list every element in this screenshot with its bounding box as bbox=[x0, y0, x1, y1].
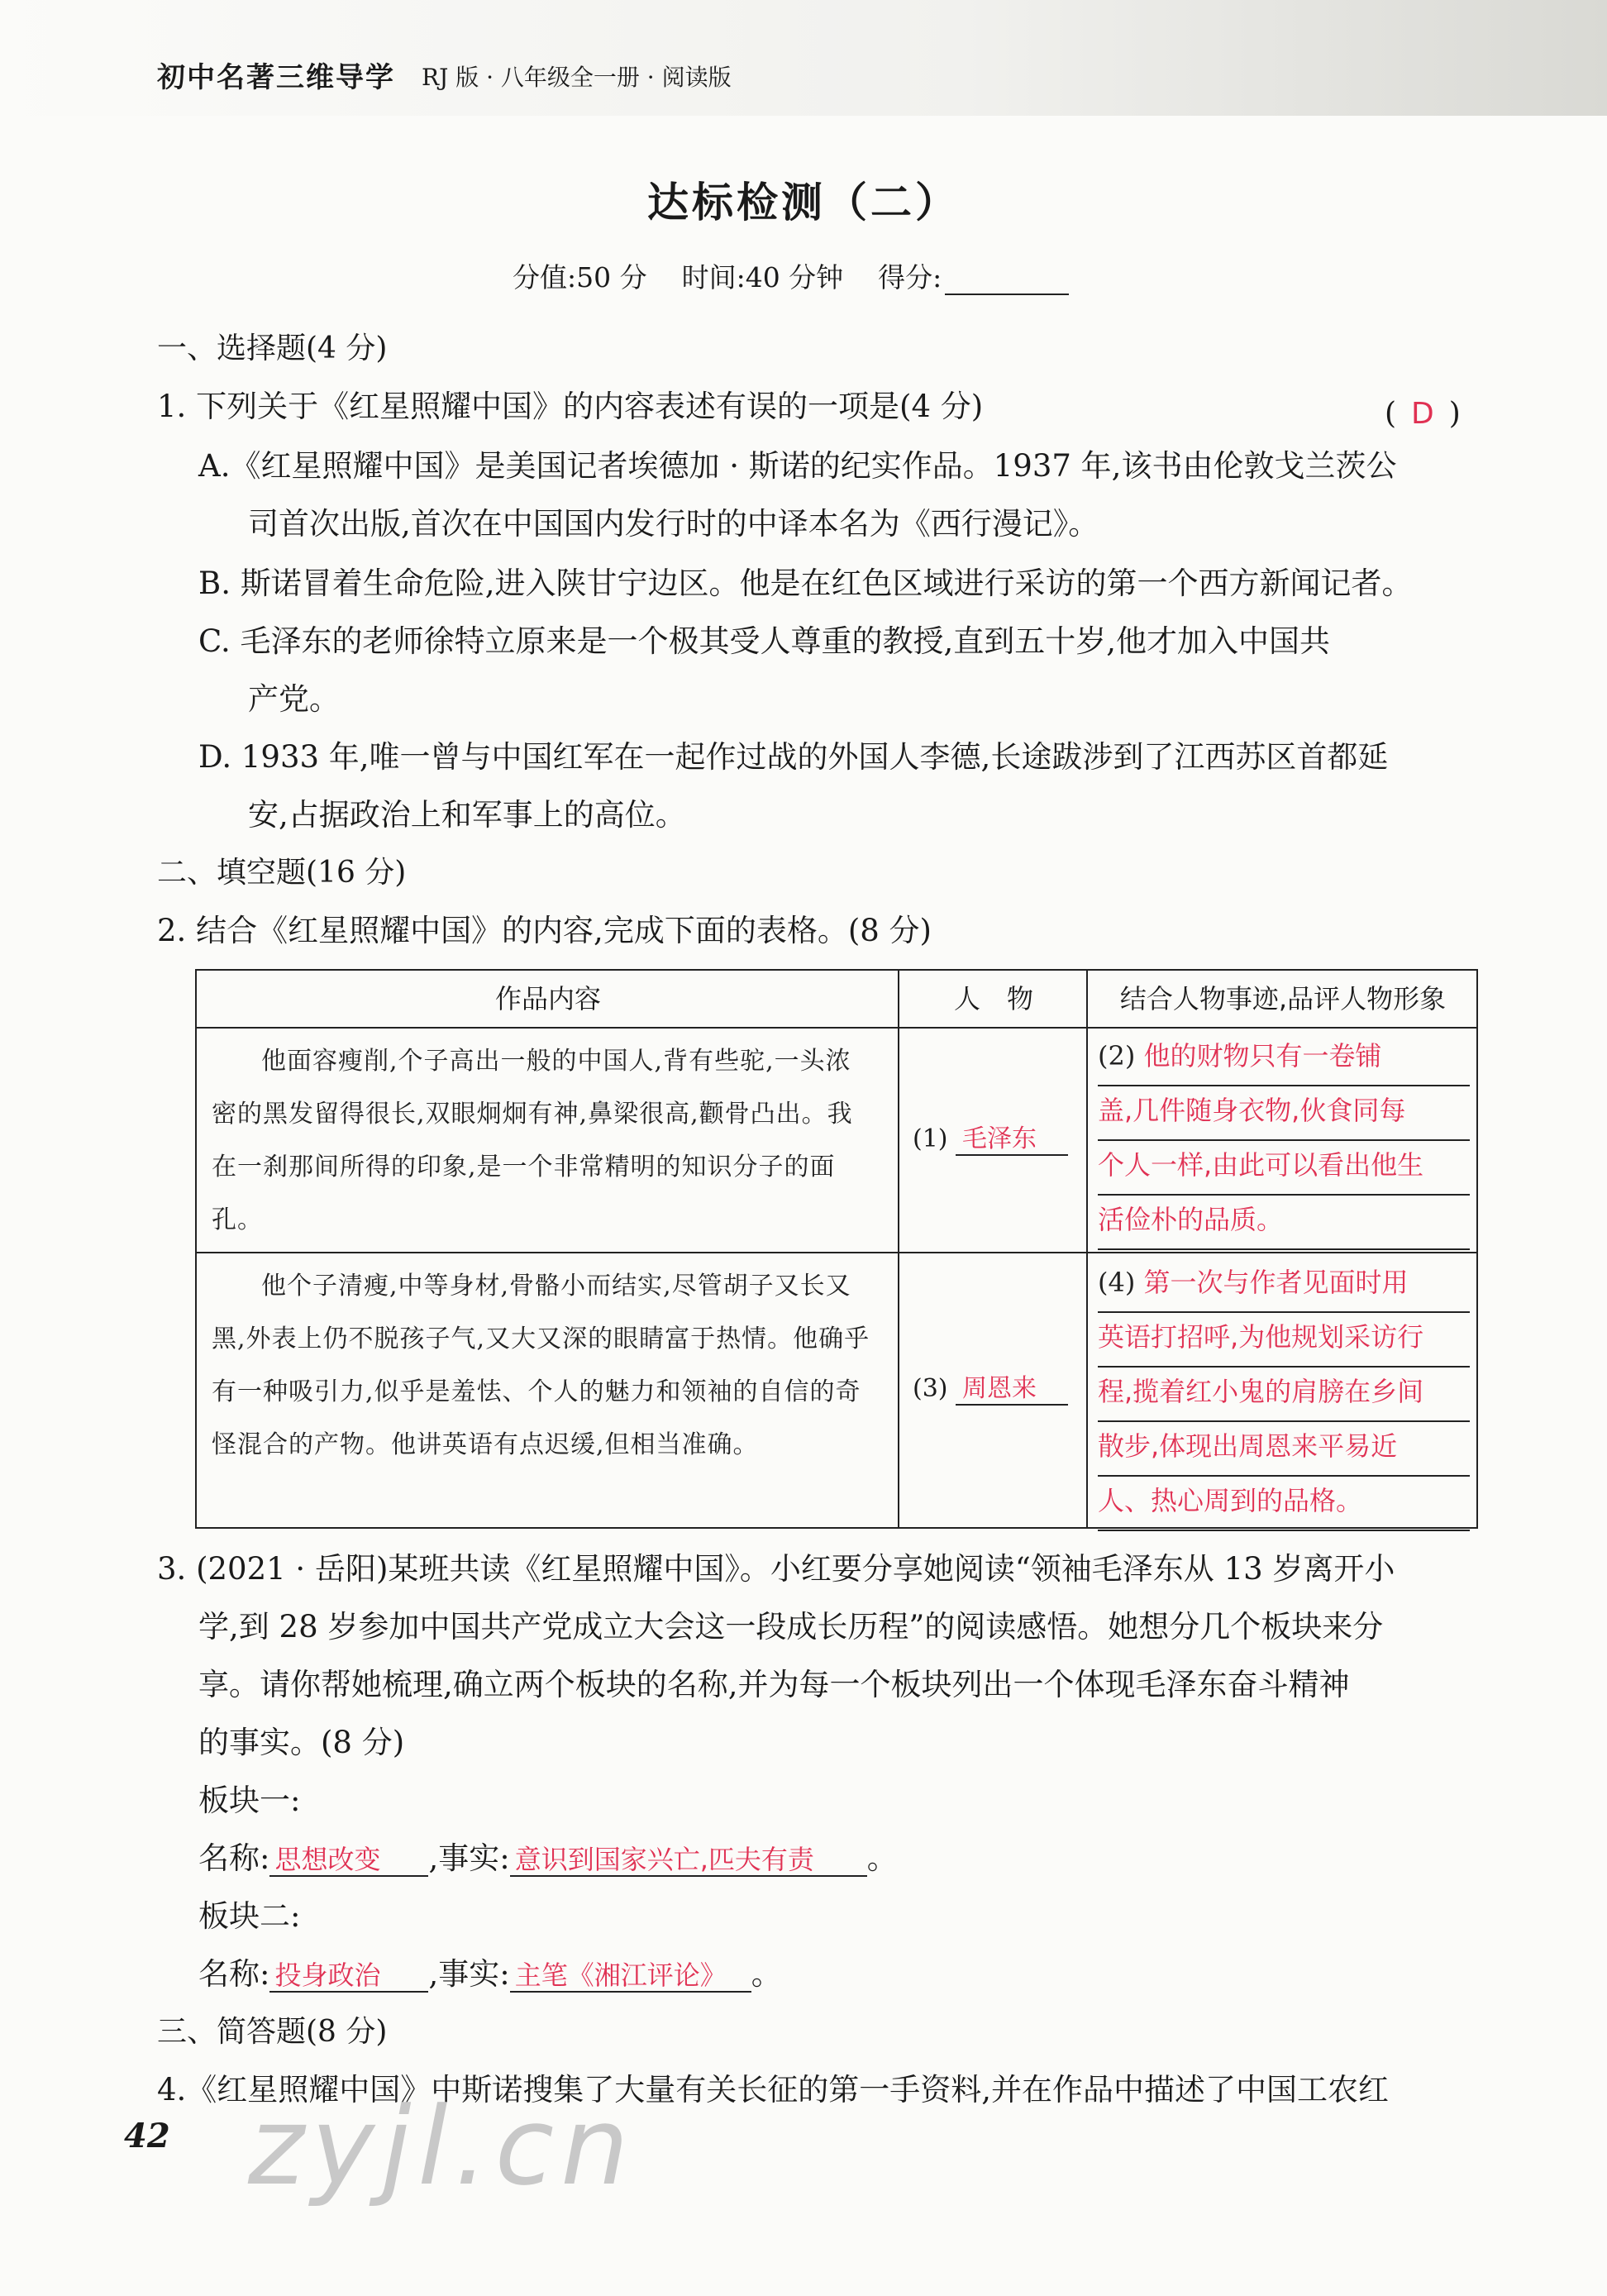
q1-answer bbox=[1385, 397, 1461, 431]
row1-person-num: (1) bbox=[913, 1124, 948, 1153]
q1-option-d-line1: D. 1933 年,唯一曾与中国红军在一起作过战的外国人李德,长途跋涉到了江西苏区首都延 bbox=[198, 739, 1389, 775]
q3-block2-answer bbox=[198, 1956, 782, 1993]
header-content: 作品内容 bbox=[494, 983, 601, 1014]
q1-paren-close: ) bbox=[1448, 397, 1461, 431]
row2-eval-line: 人、热心周到的品格。 bbox=[1098, 1477, 1470, 1531]
q3-name-label: 名称: bbox=[198, 1840, 270, 1876]
row2-eval-line bbox=[1098, 1258, 1470, 1313]
q3-block2-label: 板块二: bbox=[198, 1898, 301, 1934]
col-divider-1 bbox=[898, 971, 899, 1527]
q1-stem: 1. 下列关于《红星照耀中国》的内容表述有误的一项是(4 分) bbox=[157, 389, 984, 424]
row2-eval-text-1: 第一次与作者见面时用 bbox=[1143, 1267, 1409, 1298]
header-evaluation: 结合人物事迹,品评人物形象 bbox=[1119, 983, 1447, 1014]
q3-name-label: 名称: bbox=[198, 1956, 270, 1992]
col-divider-2 bbox=[1086, 971, 1088, 1527]
row2-eval-num: (4) bbox=[1098, 1267, 1136, 1298]
row1-evaluation bbox=[1098, 1032, 1470, 1250]
row2-person bbox=[913, 1368, 1068, 1406]
q3-line3: 享。请你帮她梳理,确立两个板块的名称,并为每一个板块列出一个体现毛泽东奋斗精神 bbox=[198, 1667, 1350, 1702]
page-header bbox=[0, 0, 1607, 116]
character-table bbox=[195, 969, 1478, 1529]
page-title: 达标检测（二） bbox=[647, 178, 960, 227]
q3-block2-name: 投身政治 bbox=[269, 1959, 428, 1993]
row-divider bbox=[197, 1252, 1476, 1253]
score-info bbox=[513, 256, 1069, 295]
q4-stem: 4.《红星照耀中国》中斯诺搜集了大量有关长征的第一手资料,并在作品中描述了中国工农红 bbox=[157, 2072, 1390, 2107]
q3-line4: 的事实。(8 分) bbox=[198, 1725, 405, 1760]
q1-option-b: B. 斯诺冒着生命危险,进入陕甘宁边区。他是在红色区域进行采访的第一个西方新闻记者。 bbox=[198, 566, 1413, 601]
row1-eval-line: 盖,几件随身衣物,伙食同每 bbox=[1098, 1086, 1470, 1141]
row2-evaluation bbox=[1098, 1258, 1470, 1531]
score-blank bbox=[945, 269, 1069, 295]
q3-block1-label: 板块一: bbox=[198, 1783, 301, 1818]
score-value: 分值:50 分 bbox=[513, 261, 647, 294]
book-title: 初中名著三维导学 bbox=[157, 61, 395, 94]
q3-fact-label: ,事实: bbox=[428, 1840, 510, 1876]
q3-fact-label: ,事实: bbox=[428, 1956, 510, 1992]
row2-content: 他个子清瘦,中等身材,骨骼小而结实,尽管胡子又长又黑,外表上仍不脱孩子气,又大又深的眼睛富于热情。他确乎有一种吸引力,似乎是羞怯、个人的魅力和领袖的自信的奇怪混合的产物。他讲英语有点迟缓,但相当准确。 bbox=[212, 1272, 870, 1459]
page-number: 42 bbox=[124, 2117, 170, 2155]
time-value: 时间:40 分钟 bbox=[681, 261, 844, 294]
row1-person-answer: 毛泽东 bbox=[956, 1118, 1068, 1156]
q3-period: 。 bbox=[751, 1956, 782, 1992]
q3-block1-answer bbox=[198, 1840, 898, 1877]
q1-paren-open: ( bbox=[1385, 397, 1397, 431]
q1-option-c-line1: C. 毛泽东的老师徐特立原来是一个极其受人尊重的教授,直到五十岁,他才加入中国共 bbox=[198, 623, 1331, 659]
row2-person-num: (3) bbox=[913, 1374, 948, 1403]
q3-block1-fact: 意识到国家兴亡,匹夫有责 bbox=[510, 1844, 867, 1877]
q1-option-a-line1: A.《红星照耀中国》是美国记者埃德加 · 斯诺的纪实作品。1937 年,该书由伦敦戈兰茨公 bbox=[198, 448, 1397, 484]
q1-option-c-line2: 产党。 bbox=[248, 681, 340, 717]
q1-option-a-line2: 司首次出版,首次在中国国内发行时的中译本名为《西行漫记》。 bbox=[248, 506, 1099, 542]
row2-eval-line: 程,揽着红小鬼的肩膀在乡间 bbox=[1098, 1368, 1470, 1422]
row1-person bbox=[913, 1118, 1068, 1156]
section-3-title: 三、简答题(8 分) bbox=[157, 2015, 388, 2049]
q3-block2-fact: 主笔《湘江评论》 bbox=[510, 1959, 751, 1993]
q3-period: 。 bbox=[866, 1840, 898, 1876]
book-subtitle: RJ 版 · 八年级全一册 · 阅读版 bbox=[422, 64, 732, 91]
header-person: 人 物 bbox=[953, 983, 1033, 1014]
row1-content: 他面容瘦削,个子高出一般的中国人,背有些驼,一头浓密的黑发留得很长,双眼炯炯有神,鼻梁很高,颧骨凸出。我在一刹那间所得的印象,是一个非常精明的知识分子的面孔。 bbox=[212, 1047, 853, 1234]
table-header-row bbox=[197, 971, 1476, 1029]
section-2-title: 二、填空题(16 分) bbox=[157, 856, 407, 890]
row2-eval-line: 散步,体现出周恩来平易近 bbox=[1098, 1422, 1470, 1477]
row1-eval-num: (2) bbox=[1098, 1040, 1136, 1072]
row1-eval-line: 个人一样,由此可以看出他生 bbox=[1098, 1141, 1470, 1196]
q1-option-d-line2: 安,占据政治上和军事上的高位。 bbox=[248, 797, 686, 833]
q3-line1: 3. (2021 · 岳阳)某班共读《红星照耀中国》。小红要分享她阅读“领袖毛泽东从 13 岁离开小 bbox=[157, 1551, 1395, 1587]
row2-eval-line: 英语打招呼,为他规划采访行 bbox=[1098, 1313, 1470, 1368]
q2-stem: 2. 结合《红星照耀中国》的内容,完成下面的表格。(8 分) bbox=[157, 913, 932, 948]
got-label: 得分: bbox=[878, 261, 942, 294]
watermark: zyjl.cn bbox=[248, 2084, 636, 2209]
q3-line2: 学,到 28 岁参加中国共产党成立大会这一段成长历程”的阅读感悟。她想分几个板块来分 bbox=[198, 1609, 1384, 1644]
q1-answer-letter: D bbox=[1411, 397, 1434, 431]
row1-eval-text-1: 他的财物只有一卷铺 bbox=[1143, 1040, 1382, 1072]
row1-eval-line: 活俭朴的品质。 bbox=[1098, 1196, 1470, 1250]
section-1-title: 一、选择题(4 分) bbox=[157, 332, 388, 365]
row1-eval-line bbox=[1098, 1032, 1470, 1086]
row2-person-answer: 周恩来 bbox=[956, 1368, 1068, 1406]
q3-block1-name: 思想改变 bbox=[269, 1844, 428, 1877]
